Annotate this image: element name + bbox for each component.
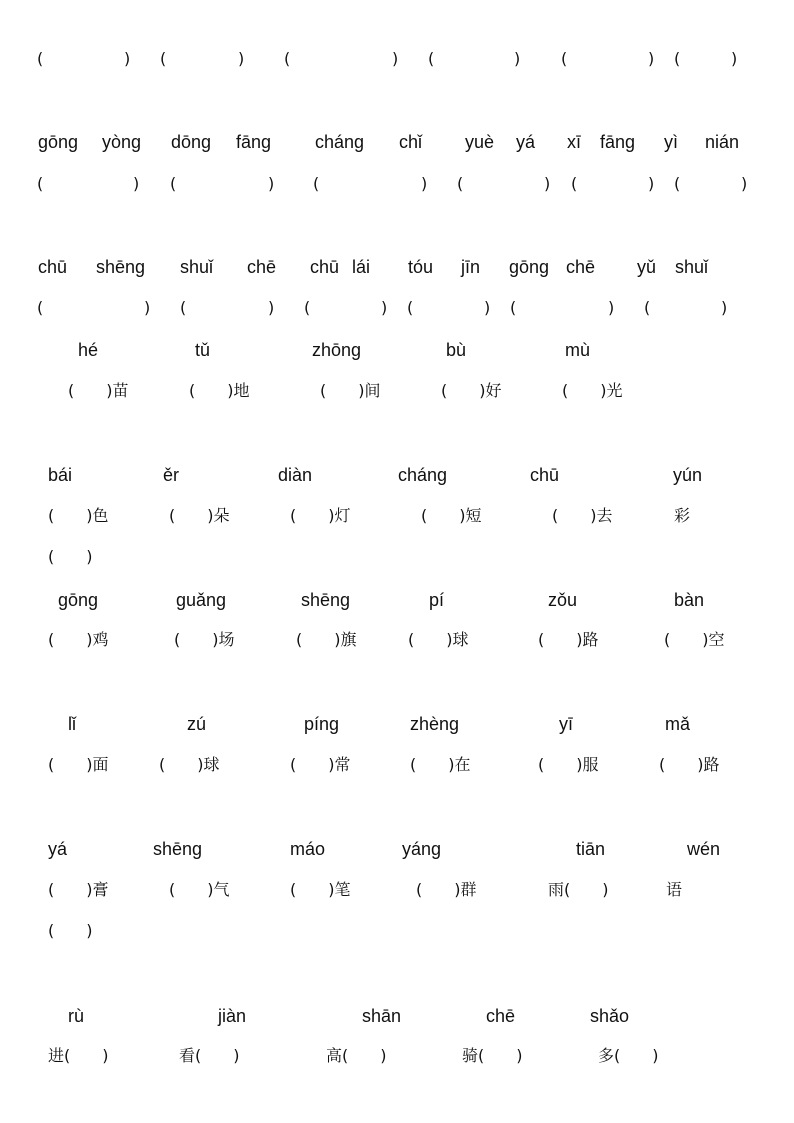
blank-open[interactable]: ( <box>457 174 464 193</box>
blank-close: ) <box>648 49 655 68</box>
pinyin: fāng <box>236 132 272 152</box>
pinyin: lǐ <box>68 714 76 734</box>
blank-close: ) <box>741 174 748 193</box>
blank-close: ) <box>268 298 275 317</box>
blank-open[interactable]: ( <box>37 174 44 193</box>
blank-close: ) <box>648 174 655 193</box>
blank-open[interactable]: ( <box>160 49 167 68</box>
pinyin: píng <box>304 714 340 734</box>
pinyin: shēng <box>153 839 203 859</box>
fill-blank-item[interactable]: ( ) <box>48 921 93 940</box>
pinyin: shuǐ <box>180 257 214 277</box>
blank-open[interactable]: ( <box>428 49 435 68</box>
pinyin: diàn <box>278 465 313 485</box>
blank-close: ) <box>544 174 551 193</box>
pinyin: wén <box>687 839 721 859</box>
pinyin: tóu <box>408 257 434 277</box>
blank-open[interactable]: ( <box>313 174 320 193</box>
blank-open[interactable]: ( <box>407 298 414 317</box>
blank-close: ) <box>133 174 140 193</box>
fill-blank-item[interactable]: ( )空 <box>664 630 725 649</box>
pinyin: zú <box>187 714 207 734</box>
pinyin: bù <box>446 340 467 360</box>
pinyin: gōng <box>38 132 79 152</box>
fill-blank-item[interactable]: ( )场 <box>174 630 235 649</box>
fill-blank-item[interactable]: ( )苗 <box>68 381 129 400</box>
fill-blank-item[interactable]: ( )路 <box>659 755 720 774</box>
row-4-pinyin <box>0 258 794 280</box>
fill-blank-item[interactable]: ( )朵 <box>169 506 230 525</box>
row-18-pinyin <box>0 1007 794 1029</box>
pinyin: chū <box>530 465 560 485</box>
blank-open[interactable]: ( <box>644 298 651 317</box>
fill-blank-item[interactable]: ( )短 <box>421 506 482 525</box>
fill-blank-item[interactable]: ( )好 <box>441 381 502 400</box>
fill-blank-item[interactable]: ( )灯 <box>290 506 351 525</box>
pinyin: mǎ <box>665 714 691 734</box>
pinyin: shuǐ <box>675 257 709 277</box>
pinyin: chē <box>247 257 277 277</box>
fill-blank-item[interactable]: ( )色 <box>48 506 109 525</box>
fill-blank-item[interactable]: 看( ) <box>179 1046 240 1065</box>
fill-blank-item[interactable]: 多( ) <box>598 1046 659 1065</box>
pinyin: máo <box>290 839 326 859</box>
pinyin: yá <box>516 132 536 152</box>
pinyin: jiàn <box>218 1006 247 1026</box>
pinyin: chǐ <box>399 132 423 152</box>
pinyin: dōng <box>171 132 212 152</box>
blank-close: ) <box>144 298 151 317</box>
pinyin: shēng <box>301 590 351 610</box>
row-6-pinyin <box>0 341 794 363</box>
pinyin: chē <box>486 1006 516 1026</box>
blank-open[interactable]: ( <box>170 174 177 193</box>
pinyin: tǔ <box>195 340 211 360</box>
pinyin: ěr <box>163 465 180 485</box>
blank-close: ) <box>721 298 728 317</box>
pinyin: zhōng <box>312 340 362 360</box>
fill-blank-item[interactable]: ( )球 <box>159 755 220 774</box>
pinyin: chū <box>38 257 68 277</box>
pinyin: bàn <box>674 590 705 610</box>
pinyin: rù <box>68 1006 85 1026</box>
fill-blank-item[interactable]: ( ) <box>48 547 93 566</box>
pinyin: chē <box>566 257 596 277</box>
pinyin: gōng <box>509 257 550 277</box>
fill-blank-item[interactable]: ( )旗 <box>296 630 357 649</box>
pinyin: guǎng <box>176 590 227 610</box>
pinyin: yá <box>48 839 68 859</box>
fill-blank-item[interactable]: 雨( ) <box>548 880 609 899</box>
fill-blank-item[interactable]: ( )面 <box>48 755 109 774</box>
pinyin: nián <box>705 132 740 152</box>
fill-blank-item[interactable]: ( )球 <box>408 630 469 649</box>
pinyin: zhèng <box>410 714 460 734</box>
blank-open[interactable]: ( <box>561 49 568 68</box>
pinyin: mù <box>565 340 591 360</box>
pinyin: shān <box>362 1006 402 1026</box>
blank-open[interactable]: ( <box>674 49 681 68</box>
blank-open[interactable]: ( <box>674 174 681 193</box>
blank-close: ) <box>421 174 428 193</box>
pinyin: tiān <box>576 839 606 859</box>
pinyin: yuè <box>465 132 495 152</box>
fill-blank-item[interactable]: ( )气 <box>169 880 230 899</box>
row-11-pinyin <box>0 591 794 613</box>
fill-blank-item[interactable]: ( )笔 <box>290 880 351 899</box>
fill-blank-item[interactable]: ( )在 <box>410 755 471 774</box>
pinyin: shēng <box>96 257 146 277</box>
pinyin: cháng <box>398 465 448 485</box>
pinyin: yòng <box>102 132 142 152</box>
fill-blank-item[interactable]: 骑( ) <box>462 1046 523 1065</box>
fill-blank-item[interactable]: ( )服 <box>538 755 599 774</box>
pinyin: hé <box>78 340 99 360</box>
row-15-pinyin <box>0 840 794 862</box>
fill-blank-item[interactable]: ( )膏 <box>48 880 109 899</box>
blank-open[interactable]: ( <box>284 49 291 68</box>
fill-blank-item[interactable]: ( )去 <box>552 506 613 525</box>
fill-blank-item[interactable]: ( )光 <box>562 381 623 400</box>
blank-close: ) <box>608 298 615 317</box>
char-item: 彩 <box>674 506 691 525</box>
fill-blank-item[interactable]: 高( ) <box>326 1046 387 1065</box>
blank-open[interactable]: ( <box>37 49 44 68</box>
pinyin: chū <box>310 257 340 277</box>
blank-open[interactable]: ( <box>180 298 187 317</box>
fill-blank-item[interactable]: ( )地 <box>189 381 250 400</box>
pinyin: fāng <box>600 132 636 152</box>
blank-close: ) <box>268 174 275 193</box>
pinyin: lái <box>352 257 371 277</box>
pinyin: cháng <box>315 132 365 152</box>
blank-close: ) <box>514 49 521 68</box>
blank-close: ) <box>238 49 245 68</box>
pinyin: yáng <box>402 839 442 859</box>
row-13-pinyin <box>0 715 794 737</box>
pinyin: jīn <box>461 257 481 277</box>
fill-blank-item[interactable]: ( )鸡 <box>48 630 109 649</box>
row-8-pinyin <box>0 466 794 488</box>
pinyin: gōng <box>58 590 99 610</box>
fill-blank-item[interactable]: ( )间 <box>320 381 381 400</box>
blank-open[interactable]: ( <box>304 298 311 317</box>
pinyin: bái <box>48 465 73 485</box>
char-item: 语 <box>666 880 683 899</box>
pinyin: zǒu <box>548 590 578 610</box>
fill-blank-item[interactable]: ( )群 <box>416 880 477 899</box>
pinyin: pí <box>429 590 445 610</box>
pinyin: yī <box>559 714 574 734</box>
blank-close: ) <box>731 49 738 68</box>
blank-close: ) <box>381 298 388 317</box>
fill-blank-item[interactable]: ( )路 <box>538 630 599 649</box>
pinyin: shǎo <box>590 1006 630 1026</box>
blank-open[interactable]: ( <box>510 298 517 317</box>
pinyin: yún <box>673 465 703 485</box>
blank-open[interactable]: ( <box>37 298 44 317</box>
pinyin: yǔ <box>637 257 657 277</box>
row-2-pinyin <box>0 133 794 155</box>
pinyin: yì <box>664 132 679 152</box>
blank-close: ) <box>392 49 399 68</box>
fill-blank-item[interactable]: 进( ) <box>48 1046 109 1065</box>
blank-close: ) <box>124 49 131 68</box>
blank-close: ) <box>484 298 491 317</box>
blank-open[interactable]: ( <box>571 174 578 193</box>
pinyin: xī <box>567 132 582 152</box>
fill-blank-item[interactable]: ( )常 <box>290 755 351 774</box>
